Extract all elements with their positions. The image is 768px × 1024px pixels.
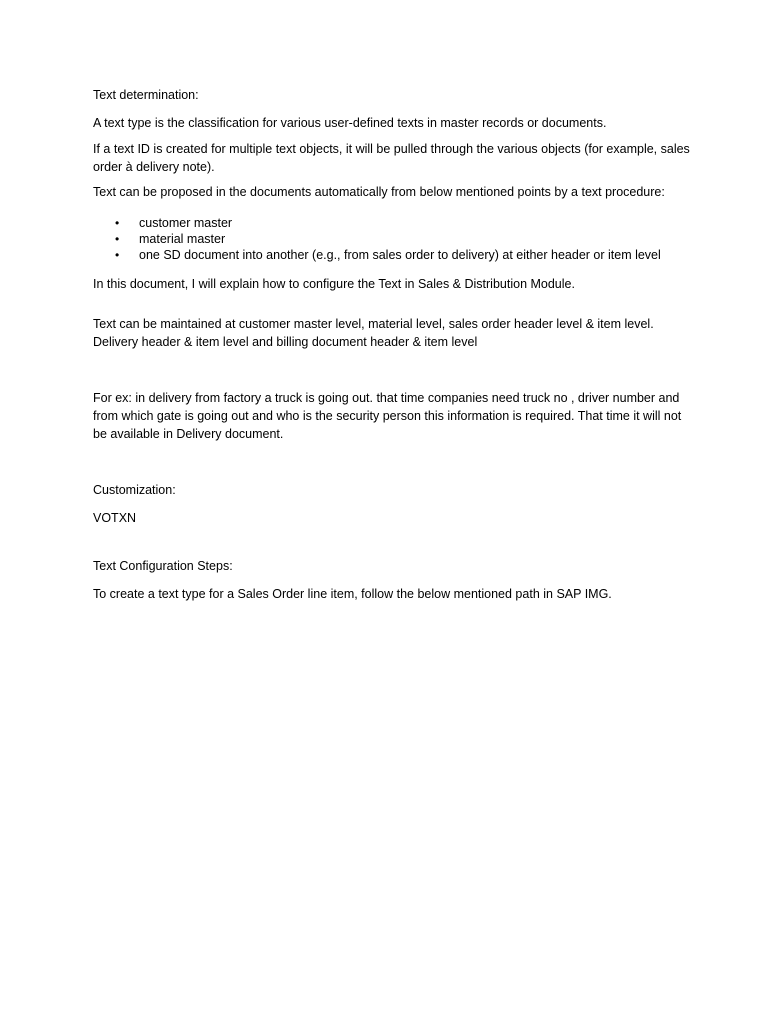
section-heading-customization: Customization: [93,483,176,497]
list-item [93,247,693,263]
document-page [93,86,693,603]
list-item-text: one SD document into another (e.g., from sales order to delivery) at either header or item level [139,248,661,262]
bullet-icon: • [115,216,120,230]
bullet-icon: • [115,248,120,262]
paragraph-example: For ex: in delivery from factory a truck is going out. that time companies need truck no , driver number and from which gate is going out and who is the security person this information is required. That time it will not be available in Delivery document. [93,391,682,441]
paragraph-text-id: If a text ID is created for multiple text objects, it will be pulled through the various objects (for example, sales order à delivery note). [93,142,690,174]
paragraph-intro: A text type is the classification for various user-defined texts in master records or documents. [93,116,607,130]
bullet-icon: • [115,232,120,246]
transaction-code: VOTXN [93,511,137,525]
section-heading-configuration-steps: Text Configuration Steps: [93,559,233,573]
paragraph-maintained: Text can be maintained at customer master level, material level, sales order header level & item level. Delivery header & item level and billing document header & item level [93,317,654,349]
list-item-text: material master [139,232,226,246]
paragraph-steps: To create a text type for a Sales Order line item, follow the below mentioned path in SAP IMG. [93,587,612,601]
paragraph-explain: In this document, I will explain how to configure the Text in Sales & Distribution Module. [93,277,575,291]
paragraph-proposed: Text can be proposed in the documents automatically from below mentioned points by a text procedure: [93,185,665,199]
section-heading-text-determination: Text determination: [93,88,199,102]
list-item-text: customer master [139,216,233,230]
bullet-list [93,215,693,263]
list-item [93,231,693,247]
list-item [93,215,693,231]
